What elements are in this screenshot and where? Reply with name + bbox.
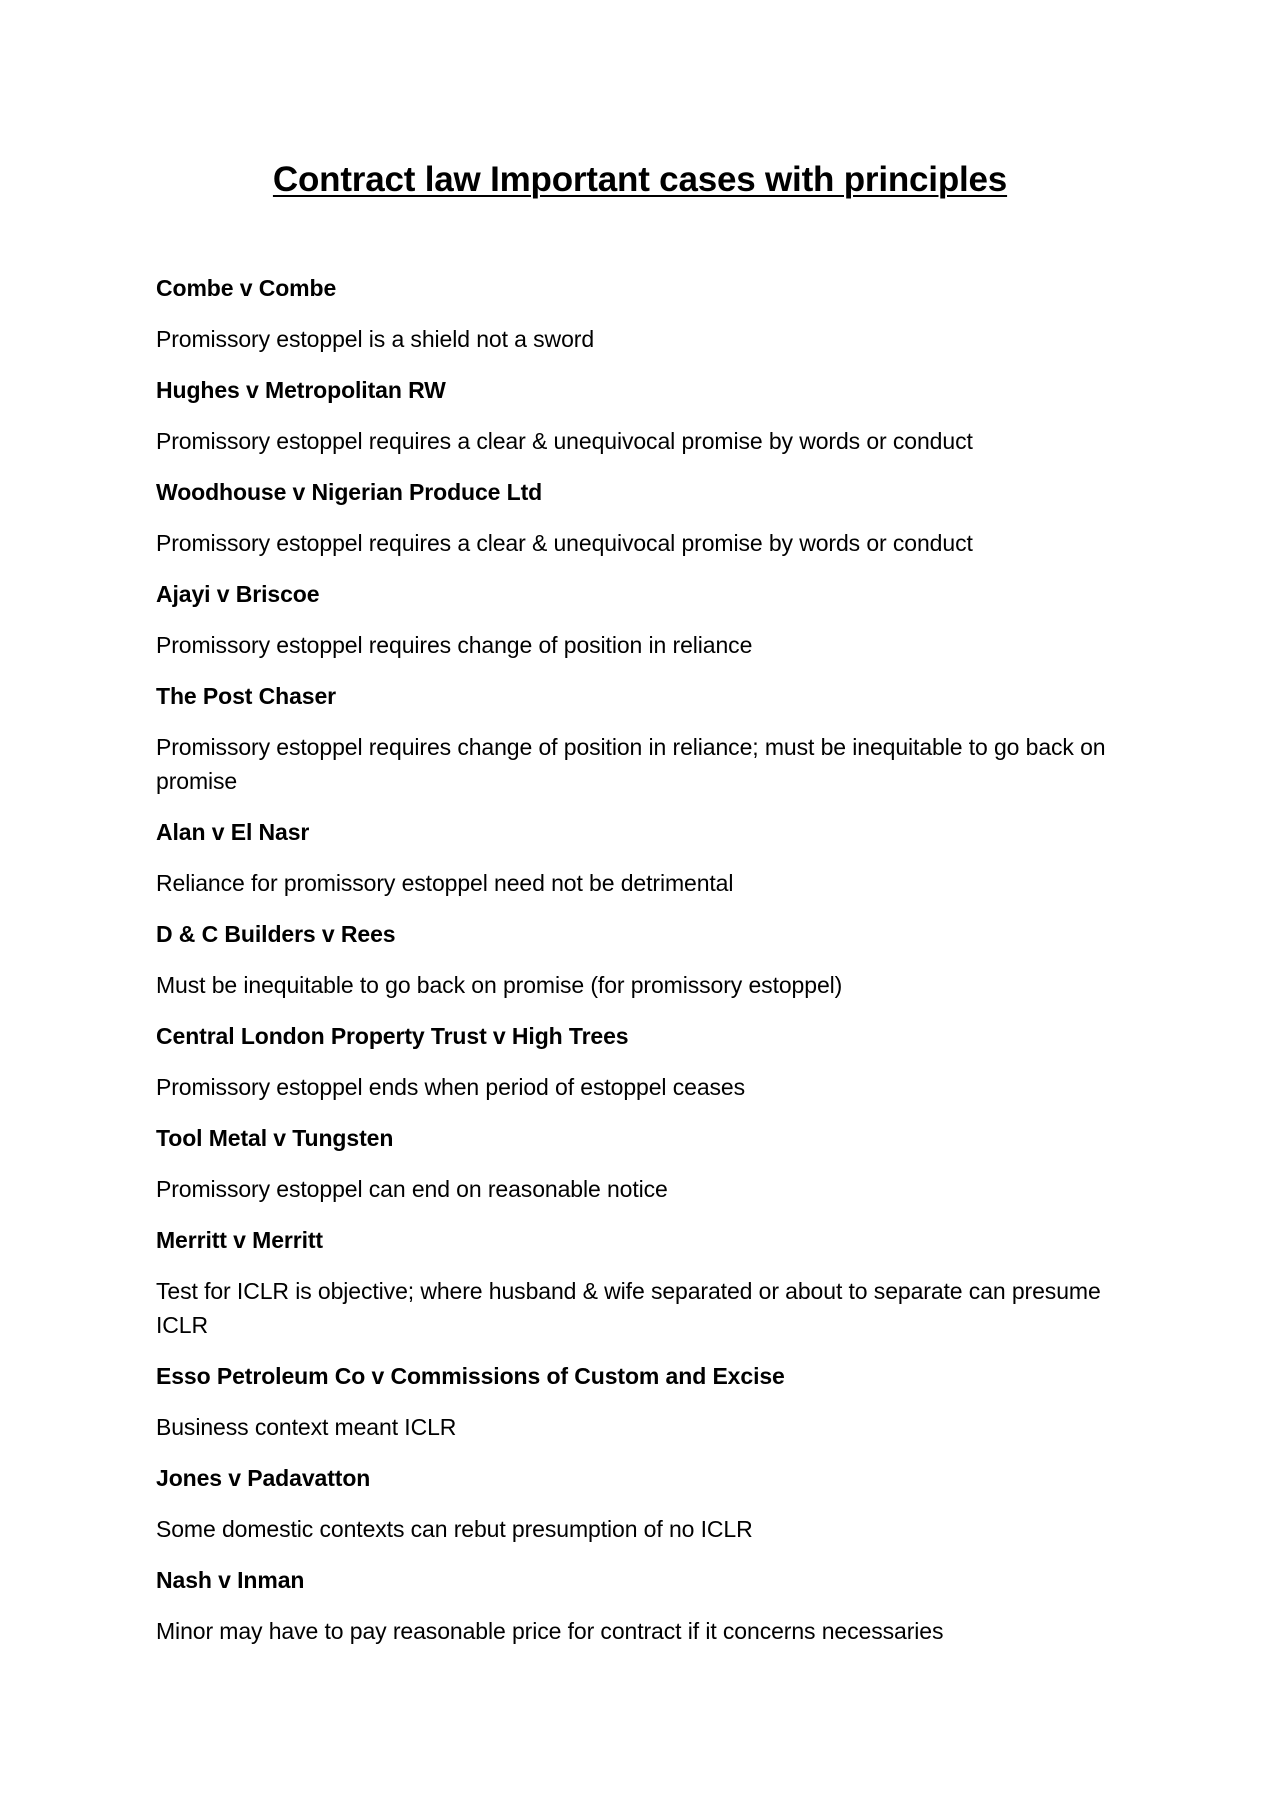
case-name: Tool Metal v Tungsten bbox=[156, 1125, 394, 1151]
case-entry bbox=[156, 1019, 1146, 1104]
case-principle: Promissory estoppel requires a clear & unequivocal promise by words or conduct bbox=[156, 428, 973, 454]
case-entry bbox=[156, 475, 1146, 560]
case-principle: Some domestic contexts can rebut presumption of no ICLR bbox=[156, 1516, 753, 1542]
case-name: Esso Petroleum Co v Commissions of Custom and Excise bbox=[156, 1363, 785, 1389]
case-name: Alan v El Nasr bbox=[156, 819, 310, 845]
case-name: Jones v Padavatton bbox=[156, 1465, 371, 1491]
case-entry bbox=[156, 917, 1146, 1002]
case-entry bbox=[156, 577, 1146, 662]
case-entry bbox=[156, 1563, 1146, 1648]
case-name: D & C Builders v Rees bbox=[156, 921, 396, 947]
document-title: Contract law Important cases with principles bbox=[272, 160, 1008, 199]
case-principle: Promissory estoppel can end on reasonable notice bbox=[156, 1176, 668, 1202]
case-entry bbox=[156, 679, 1146, 798]
case-name: The Post Chaser bbox=[156, 683, 336, 709]
case-name: Ajayi v Briscoe bbox=[156, 581, 320, 607]
case-name: Woodhouse v Nigerian Produce Ltd bbox=[156, 479, 543, 505]
case-principle: Minor may have to pay reasonable price for contract if it concerns necessaries bbox=[156, 1618, 944, 1644]
case-entry bbox=[156, 271, 1146, 356]
case-principle: Business context meant ICLR bbox=[156, 1414, 457, 1440]
case-principle: Promissory estoppel is a shield not a sword bbox=[156, 326, 595, 352]
case-entry bbox=[156, 373, 1146, 458]
case-name: Combe v Combe bbox=[156, 275, 337, 301]
case-name: Merritt v Merritt bbox=[156, 1227, 323, 1253]
case-principle: Promissory estoppel requires a clear & unequivocal promise by words or conduct bbox=[156, 530, 973, 556]
case-entry bbox=[156, 1359, 1146, 1444]
case-principle: Must be inequitable to go back on promise (for promissory estoppel) bbox=[156, 972, 843, 998]
case-entry bbox=[156, 815, 1146, 900]
case-name: Central London Property Trust v High Trees bbox=[156, 1023, 629, 1049]
case-entry bbox=[156, 1223, 1146, 1342]
case-name: Hughes v Metropolitan RW bbox=[156, 377, 446, 403]
case-principle: Promissory estoppel ends when period of estoppel ceases bbox=[156, 1074, 746, 1100]
case-entry bbox=[156, 1461, 1146, 1546]
case-principle: Test for ICLR is objective; where husband & wife separated or about to separate can presume ICLR bbox=[156, 1278, 1101, 1338]
case-name: Nash v Inman bbox=[156, 1567, 305, 1593]
case-entry bbox=[156, 1121, 1146, 1206]
case-principle: Promissory estoppel requires change of position in reliance bbox=[156, 632, 753, 658]
case-principle: Reliance for promissory estoppel need not be detrimental bbox=[156, 870, 734, 896]
case-list bbox=[156, 271, 1146, 1665]
case-principle: Promissory estoppel requires change of position in reliance; must be inequitable to go back on promise bbox=[156, 734, 1106, 794]
